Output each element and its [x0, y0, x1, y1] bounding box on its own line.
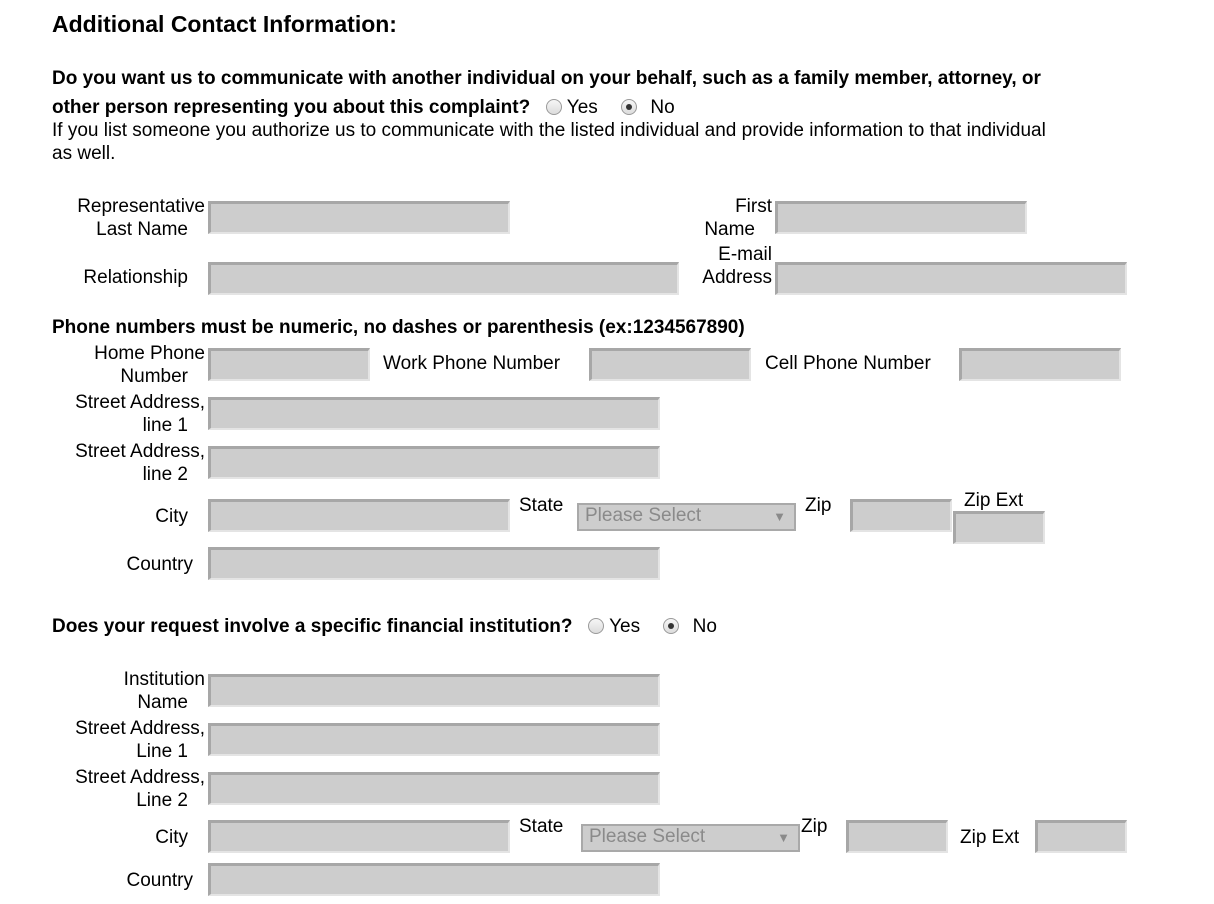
institution-state-select[interactable] — [581, 824, 800, 852]
home-phone-input[interactable] — [208, 348, 370, 381]
street1-label — [52, 391, 205, 437]
work-phone-input[interactable] — [589, 348, 751, 381]
institution-street1-input[interactable] — [208, 723, 660, 756]
state-select-value: Please Select — [585, 505, 702, 526]
zip-label: Zip — [805, 495, 832, 516]
institution-no-radio[interactable] — [663, 618, 679, 634]
rep-first-name-input[interactable] — [775, 201, 1027, 234]
rep-note-line1: If you list someone you authorize us to communicate with the listed individual and provide information to that individual — [52, 120, 1046, 141]
street1-label-1: Street Address, — [75, 392, 205, 413]
institution-street1-label-2: Line 1 — [136, 741, 188, 762]
zip-input[interactable] — [850, 499, 952, 532]
rep-question-line2 — [52, 93, 675, 122]
institution-city-input[interactable] — [208, 820, 510, 853]
rep-yes-label: Yes — [566, 97, 598, 118]
institution-name-label — [52, 668, 205, 714]
cell-phone-label: Cell Phone Number — [765, 353, 931, 374]
email-label-1: E-mail — [718, 244, 772, 265]
rep-question-line1: Do you want us to communicate with another individual on your behalf, such as a family member, attorney, or — [52, 68, 1041, 89]
rep-last-name-label-1: Representative — [77, 196, 205, 217]
street1-input[interactable] — [208, 397, 660, 430]
phone-note: Phone numbers must be numeric, no dashes or parenthesis (ex:1234567890) — [52, 317, 745, 338]
chevron-down-icon: ▼ — [773, 509, 786, 524]
cell-phone-input[interactable] — [959, 348, 1121, 381]
institution-zip-label: Zip — [801, 816, 828, 837]
rep-note-line2: as well. — [52, 143, 116, 164]
email-label-2: Address — [702, 267, 772, 288]
city-input[interactable] — [208, 499, 510, 532]
rep-first-name-label — [690, 195, 772, 241]
street1-label-2: line 1 — [142, 415, 188, 436]
rep-last-name-label — [52, 195, 205, 241]
chevron-down-icon: ▼ — [777, 830, 790, 845]
email-label — [690, 243, 772, 289]
rep-last-name-label-2: Last Name — [96, 219, 188, 240]
institution-city-label: City — [155, 827, 188, 848]
institution-no-label: No — [692, 616, 717, 637]
institution-name-label-2: Name — [137, 692, 188, 713]
zip-ext-label: Zip Ext — [964, 490, 1024, 511]
institution-street1-label-1: Street Address, — [75, 718, 205, 739]
institution-country-input[interactable] — [208, 863, 660, 896]
country-label: Country — [126, 554, 193, 575]
home-phone-label-1: Home Phone — [94, 343, 205, 364]
rep-no-label: No — [650, 97, 675, 118]
institution-street2-input[interactable] — [208, 772, 660, 805]
street2-label — [52, 440, 205, 486]
institution-country-label: Country — [126, 870, 193, 891]
relationship-input[interactable] — [208, 262, 679, 295]
institution-question: Does your request involve a specific financial institution? — [52, 616, 573, 637]
city-label: City — [155, 506, 188, 527]
institution-street1-label — [52, 717, 205, 763]
page-title: Additional Contact Information: — [52, 11, 397, 37]
institution-street2-label — [52, 766, 205, 812]
institution-question-row — [52, 612, 717, 641]
institution-yes-label: Yes — [609, 616, 641, 637]
home-phone-label-2: Number — [120, 366, 188, 387]
zip-ext-input[interactable] — [953, 511, 1045, 544]
rep-question-text: other person representing you about this complaint? — [52, 97, 531, 118]
institution-state-label: State — [519, 816, 564, 837]
rep-last-name-input[interactable] — [208, 201, 510, 234]
institution-name-label-1: Institution — [123, 669, 205, 690]
institution-street2-label-2: Line 2 — [136, 790, 188, 811]
rep-yes-radio[interactable] — [546, 99, 562, 115]
institution-yes-radio[interactable] — [588, 618, 604, 634]
institution-zip-ext-label: Zip Ext — [960, 827, 1020, 848]
country-input[interactable] — [208, 547, 660, 580]
street2-label-2: line 2 — [142, 464, 188, 485]
state-select[interactable] — [577, 503, 796, 531]
institution-state-select-value: Please Select — [589, 826, 706, 847]
institution-name-input[interactable] — [208, 674, 660, 707]
state-label: State — [519, 495, 564, 516]
work-phone-label: Work Phone Number — [383, 353, 561, 374]
home-phone-label — [52, 342, 205, 388]
street2-label-1: Street Address, — [75, 441, 205, 462]
rep-first-name-label-1: First — [735, 196, 772, 217]
institution-street2-label-1: Street Address, — [75, 767, 205, 788]
street2-input[interactable] — [208, 446, 660, 479]
rep-no-radio[interactable] — [621, 99, 637, 115]
relationship-label: Relationship — [83, 267, 188, 288]
rep-first-name-label-2: Name — [704, 219, 755, 240]
email-input[interactable] — [775, 262, 1127, 295]
institution-zip-ext-input[interactable] — [1035, 820, 1127, 853]
institution-zip-input[interactable] — [846, 820, 948, 853]
